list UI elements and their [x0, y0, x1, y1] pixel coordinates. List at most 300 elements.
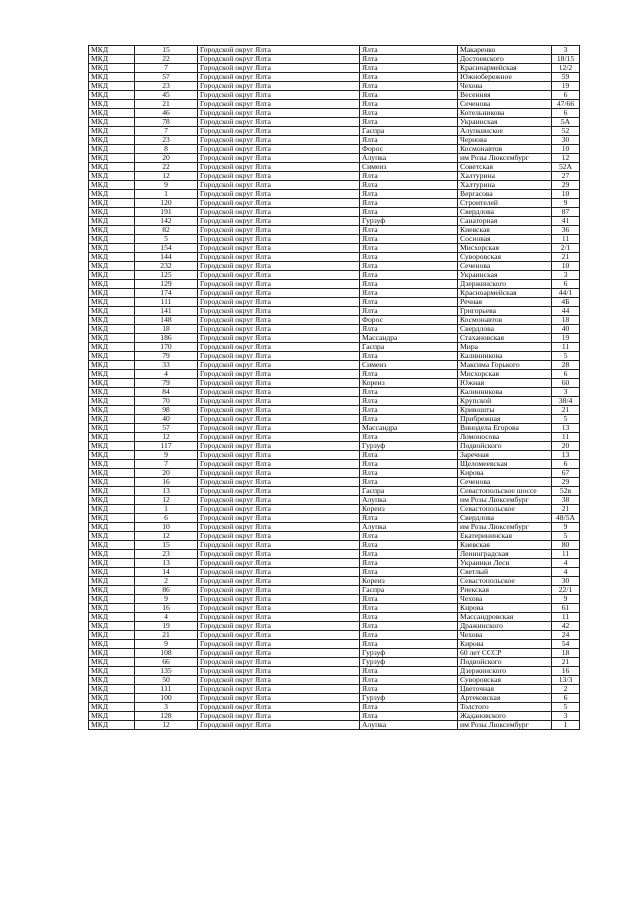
street-cell: Кирова	[458, 604, 552, 613]
house-number-cell: 22/1	[552, 586, 580, 595]
locality-cell: Ялта	[360, 55, 458, 64]
locality-cell: Ялта	[360, 433, 458, 442]
table-row	[89, 199, 580, 208]
district-cell: Городской округ Ялта	[198, 280, 360, 289]
street-cell: Сеченова	[458, 262, 552, 271]
locality-cell: Ялта	[360, 289, 458, 298]
locality-cell: Ялта	[360, 451, 458, 460]
locality-cell: Ялта	[360, 568, 458, 577]
locality-cell: Ялта	[360, 703, 458, 712]
number-cell: 98	[135, 406, 198, 415]
district-cell: Городской округ Ялта	[198, 550, 360, 559]
locality-cell: Ялта	[360, 388, 458, 397]
street-cell: Заречная	[458, 451, 552, 460]
table-row	[89, 163, 580, 172]
house-number-cell: 48/5А	[552, 514, 580, 523]
street-cell: Украинская	[458, 271, 552, 280]
building-type-cell: МКД	[89, 541, 135, 550]
district-cell: Городской округ Ялта	[198, 640, 360, 649]
district-cell: Городской округ Ялта	[198, 496, 360, 505]
district-cell: Городской округ Ялта	[198, 505, 360, 514]
house-number-cell: 3	[552, 712, 580, 721]
house-number-cell: 21	[552, 253, 580, 262]
street-cell: Свердлова	[458, 514, 552, 523]
locality-cell: Ялта	[360, 370, 458, 379]
street-cell: Красноармейская	[458, 64, 552, 73]
street-cell: Светлый	[458, 568, 552, 577]
house-number-cell: 30	[552, 136, 580, 145]
street-cell: Максима Горького	[458, 361, 552, 370]
table-row	[89, 514, 580, 523]
building-type-cell: МКД	[89, 712, 135, 721]
table-row	[89, 505, 580, 514]
locality-cell: Ялта	[360, 541, 458, 550]
locality-cell: Алупка	[360, 154, 458, 163]
table-row	[89, 82, 580, 91]
number-cell: 9	[135, 451, 198, 460]
street-cell: Калинникова	[458, 352, 552, 361]
locality-cell: Гурзуф	[360, 442, 458, 451]
street-cell: Артековская	[458, 694, 552, 703]
table-row	[89, 451, 580, 460]
street-cell: Ленинградская	[458, 550, 552, 559]
street-cell: 60 лет СССР	[458, 649, 552, 658]
number-cell: 46	[135, 109, 198, 118]
number-cell: 144	[135, 253, 198, 262]
district-cell: Городской округ Ялта	[198, 190, 360, 199]
number-cell: 86	[135, 586, 198, 595]
locality-cell: Ялта	[360, 514, 458, 523]
locality-cell: Ялта	[360, 109, 458, 118]
locality-cell: Гаспра	[360, 343, 458, 352]
table-row	[89, 559, 580, 568]
table-row	[89, 676, 580, 685]
number-cell: 10	[135, 523, 198, 532]
street-cell: Санаторная	[458, 217, 552, 226]
number-cell: 142	[135, 217, 198, 226]
building-type-cell: МКД	[89, 334, 135, 343]
street-cell: Суворовская	[458, 253, 552, 262]
house-number-cell: 6	[552, 109, 580, 118]
district-cell: Городской округ Ялта	[198, 136, 360, 145]
district-cell: Городской округ Ялта	[198, 91, 360, 100]
housing-table	[88, 45, 580, 730]
district-cell: Городской округ Ялта	[198, 721, 360, 730]
district-cell: Городской округ Ялта	[198, 388, 360, 397]
district-cell: Городской округ Ялта	[198, 586, 360, 595]
locality-cell: Ялта	[360, 244, 458, 253]
building-type-cell: МКД	[89, 550, 135, 559]
house-number-cell: 29	[552, 181, 580, 190]
number-cell: 15	[135, 46, 198, 55]
table-row	[89, 361, 580, 370]
district-cell: Городской округ Ялта	[198, 559, 360, 568]
number-cell: 100	[135, 694, 198, 703]
house-number-cell: 41	[552, 217, 580, 226]
locality-cell: Ялта	[360, 352, 458, 361]
table-row	[89, 685, 580, 694]
table-row	[89, 64, 580, 73]
table-row	[89, 550, 580, 559]
number-cell: 18	[135, 325, 198, 334]
district-cell: Городской округ Ялта	[198, 478, 360, 487]
locality-cell: Ялта	[360, 82, 458, 91]
district-cell: Городской округ Ялта	[198, 532, 360, 541]
table-row	[89, 316, 580, 325]
building-type-cell: МКД	[89, 190, 135, 199]
number-cell: 5	[135, 235, 198, 244]
district-cell: Городской округ Ялта	[198, 514, 360, 523]
building-type-cell: МКД	[89, 523, 135, 532]
building-type-cell: МКД	[89, 262, 135, 271]
district-cell: Городской округ Ялта	[198, 460, 360, 469]
locality-cell: Ялта	[360, 685, 458, 694]
number-cell: 70	[135, 397, 198, 406]
street-cell: Чехова	[458, 82, 552, 91]
building-type-cell: МКД	[89, 127, 135, 136]
house-number-cell: 6	[552, 694, 580, 703]
building-type-cell: МКД	[89, 217, 135, 226]
house-number-cell: 9	[552, 199, 580, 208]
table-row	[89, 667, 580, 676]
building-type-cell: МКД	[89, 388, 135, 397]
district-cell: Городской округ Ялта	[198, 541, 360, 550]
street-cell: Массандровская	[458, 613, 552, 622]
table-row	[89, 55, 580, 64]
district-cell: Городской округ Ялта	[198, 523, 360, 532]
street-cell: Подвойского	[458, 442, 552, 451]
table-row	[89, 532, 580, 541]
district-cell: Городской округ Ялта	[198, 406, 360, 415]
building-type-cell: МКД	[89, 100, 135, 109]
number-cell: 57	[135, 424, 198, 433]
house-number-cell: 60	[552, 379, 580, 388]
number-cell: 16	[135, 478, 198, 487]
building-type-cell: МКД	[89, 163, 135, 172]
district-cell: Городской округ Ялта	[198, 397, 360, 406]
street-cell: Алупкинское	[458, 127, 552, 136]
building-type-cell: МКД	[89, 91, 135, 100]
locality-cell: Ялта	[360, 46, 458, 55]
street-cell: Ломоносова	[458, 433, 552, 442]
number-cell: 40	[135, 415, 198, 424]
number-cell: 14	[135, 568, 198, 577]
locality-cell: Ялта	[360, 136, 458, 145]
house-number-cell: 11	[552, 235, 580, 244]
street-cell: Подвойского	[458, 658, 552, 667]
street-cell: Украинки Леси	[458, 559, 552, 568]
district-cell: Городской округ Ялта	[198, 271, 360, 280]
street-cell: Свердлова	[458, 325, 552, 334]
house-number-cell: 10	[552, 262, 580, 271]
district-cell: Городской округ Ялта	[198, 487, 360, 496]
building-type-cell: МКД	[89, 298, 135, 307]
building-type-cell: МКД	[89, 397, 135, 406]
building-type-cell: МКД	[89, 568, 135, 577]
building-type-cell: МКД	[89, 199, 135, 208]
street-cell: Стахановская	[458, 334, 552, 343]
number-cell: 19	[135, 622, 198, 631]
locality-cell: Гаспра	[360, 127, 458, 136]
district-cell: Городской округ Ялта	[198, 217, 360, 226]
number-cell: 23	[135, 136, 198, 145]
table-row	[89, 487, 580, 496]
street-cell: Чехова	[458, 631, 552, 640]
house-number-cell: 5	[552, 415, 580, 424]
street-cell: Халтурина	[458, 172, 552, 181]
district-cell: Городской округ Ялта	[198, 658, 360, 667]
locality-cell: Массандра	[360, 334, 458, 343]
building-type-cell: МКД	[89, 271, 135, 280]
table-row	[89, 271, 580, 280]
house-number-cell: 36	[552, 226, 580, 235]
building-type-cell: МКД	[89, 379, 135, 388]
table-row	[89, 469, 580, 478]
locality-cell: Ялта	[360, 253, 458, 262]
table-row	[89, 406, 580, 415]
number-cell: 111	[135, 685, 198, 694]
house-number-cell: 9	[552, 523, 580, 532]
building-type-cell: МКД	[89, 172, 135, 181]
locality-cell: Ялта	[360, 307, 458, 316]
district-cell: Городской округ Ялта	[198, 649, 360, 658]
district-cell: Городской округ Ялта	[198, 361, 360, 370]
building-type-cell: МКД	[89, 595, 135, 604]
locality-cell: Ялта	[360, 397, 458, 406]
table-row	[89, 388, 580, 397]
number-cell: 9	[135, 595, 198, 604]
street-cell: Толстого	[458, 703, 552, 712]
number-cell: 23	[135, 550, 198, 559]
street-cell: Украинская	[458, 118, 552, 127]
house-number-cell: 18	[552, 649, 580, 658]
building-type-cell: МКД	[89, 487, 135, 496]
street-cell: им Розы Люксембург	[458, 154, 552, 163]
district-cell: Городской округ Ялта	[198, 199, 360, 208]
table-row	[89, 127, 580, 136]
table-row	[89, 217, 580, 226]
building-type-cell: МКД	[89, 442, 135, 451]
locality-cell: Ялта	[360, 73, 458, 82]
street-cell: Киевская	[458, 541, 552, 550]
district-cell: Городской округ Ялта	[198, 145, 360, 154]
street-cell: Строителей	[458, 199, 552, 208]
street-cell: Суворовская	[458, 676, 552, 685]
number-cell: 15	[135, 541, 198, 550]
number-cell: 4	[135, 370, 198, 379]
housing-table-body	[89, 46, 580, 730]
building-type-cell: МКД	[89, 316, 135, 325]
house-number-cell: 18/15	[552, 55, 580, 64]
number-cell: 141	[135, 307, 198, 316]
street-cell: Свердлова	[458, 208, 552, 217]
street-cell: Котельникова	[458, 109, 552, 118]
locality-cell: Массандра	[360, 424, 458, 433]
table-row	[89, 649, 580, 658]
house-number-cell: 59	[552, 73, 580, 82]
table-row	[89, 208, 580, 217]
street-cell: им Розы Люксембург	[458, 721, 552, 730]
house-number-cell: 52	[552, 127, 580, 136]
street-cell: Дзержинского	[458, 667, 552, 676]
locality-cell: Ялта	[360, 532, 458, 541]
building-type-cell: МКД	[89, 361, 135, 370]
table-row	[89, 352, 580, 361]
locality-cell: Алупка	[360, 496, 458, 505]
house-number-cell: 6	[552, 91, 580, 100]
table-row	[89, 91, 580, 100]
building-type-cell: МКД	[89, 64, 135, 73]
street-cell: Цветочная	[458, 685, 552, 694]
street-cell: Чехова	[458, 595, 552, 604]
table-row	[89, 334, 580, 343]
street-cell: Крупской	[458, 397, 552, 406]
building-type-cell: МКД	[89, 577, 135, 586]
locality-cell: Ялта	[360, 235, 458, 244]
house-number-cell: 12/2	[552, 64, 580, 73]
number-cell: 22	[135, 55, 198, 64]
locality-cell: Форос	[360, 145, 458, 154]
house-number-cell: 11	[552, 343, 580, 352]
house-number-cell: 61	[552, 604, 580, 613]
number-cell: 22	[135, 163, 198, 172]
table-row	[89, 523, 580, 532]
locality-cell: Ялта	[360, 298, 458, 307]
house-number-cell: 16	[552, 667, 580, 676]
building-type-cell: МКД	[89, 55, 135, 64]
table-row	[89, 541, 580, 550]
number-cell: 129	[135, 280, 198, 289]
building-type-cell: МКД	[89, 46, 135, 55]
house-number-cell: 44/1	[552, 289, 580, 298]
district-cell: Городской округ Ялта	[198, 235, 360, 244]
street-cell: Григорьева	[458, 307, 552, 316]
locality-cell: Гаспра	[360, 487, 458, 496]
locality-cell: Симеиз	[360, 163, 458, 172]
house-number-cell: 38	[552, 496, 580, 505]
locality-cell: Гурзуф	[360, 217, 458, 226]
district-cell: Городской округ Ялта	[198, 208, 360, 217]
house-number-cell: 67	[552, 469, 580, 478]
table-row	[89, 658, 580, 667]
table-row	[89, 496, 580, 505]
number-cell: 9	[135, 640, 198, 649]
district-cell: Городской округ Ялта	[198, 631, 360, 640]
number-cell: 1	[135, 505, 198, 514]
house-number-cell: 80	[552, 541, 580, 550]
street-cell: Кирова	[458, 469, 552, 478]
table-row	[89, 262, 580, 271]
building-type-cell: МКД	[89, 136, 135, 145]
table-row	[89, 307, 580, 316]
building-type-cell: МКД	[89, 649, 135, 658]
building-type-cell: МКД	[89, 514, 135, 523]
table-row	[89, 172, 580, 181]
table-row	[89, 280, 580, 289]
building-type-cell: МКД	[89, 415, 135, 424]
street-cell: Вергасова	[458, 190, 552, 199]
table-row	[89, 613, 580, 622]
street-cell: Сосновая	[458, 235, 552, 244]
number-cell: 45	[135, 91, 198, 100]
table-row	[89, 325, 580, 334]
locality-cell: Гаспра	[360, 586, 458, 595]
table-row	[89, 379, 580, 388]
house-number-cell: 87	[552, 208, 580, 217]
building-type-cell: МКД	[89, 586, 135, 595]
table-row	[89, 109, 580, 118]
number-cell: 23	[135, 82, 198, 91]
number-cell: 13	[135, 487, 198, 496]
district-cell: Городской округ Ялта	[198, 244, 360, 253]
house-number-cell: 42	[552, 622, 580, 631]
building-type-cell: МКД	[89, 640, 135, 649]
street-cell: Весенняя	[458, 91, 552, 100]
street-cell: Щеломеевская	[458, 460, 552, 469]
locality-cell: Ялта	[360, 676, 458, 685]
number-cell: 111	[135, 298, 198, 307]
locality-cell: Кореиз	[360, 577, 458, 586]
number-cell: 7	[135, 64, 198, 73]
number-cell: 7	[135, 460, 198, 469]
street-cell: Екатерининская	[458, 532, 552, 541]
building-type-cell: МКД	[89, 424, 135, 433]
locality-cell: Гурзуф	[360, 649, 458, 658]
district-cell: Городской округ Ялта	[198, 379, 360, 388]
number-cell: 125	[135, 271, 198, 280]
street-cell: Сеченова	[458, 100, 552, 109]
street-cell: Достоевского	[458, 55, 552, 64]
locality-cell: Ялта	[360, 550, 458, 559]
district-cell: Городской округ Ялта	[198, 622, 360, 631]
house-number-cell: 38/4	[552, 397, 580, 406]
locality-cell: Ялта	[360, 199, 458, 208]
district-cell: Городской округ Ялта	[198, 451, 360, 460]
number-cell: 21	[135, 100, 198, 109]
locality-cell: Ялта	[360, 190, 458, 199]
number-cell: 9	[135, 181, 198, 190]
locality-cell: Ялта	[360, 460, 458, 469]
building-type-cell: МКД	[89, 604, 135, 613]
street-cell: Кирова	[458, 640, 552, 649]
district-cell: Городской округ Ялта	[198, 415, 360, 424]
table-row	[89, 415, 580, 424]
locality-cell: Ялта	[360, 64, 458, 73]
number-cell: 174	[135, 289, 198, 298]
number-cell: 78	[135, 118, 198, 127]
street-cell: Севастопольское	[458, 505, 552, 514]
district-cell: Городской округ Ялта	[198, 307, 360, 316]
table-row	[89, 586, 580, 595]
house-number-cell: 11	[552, 433, 580, 442]
house-number-cell: 30	[552, 577, 580, 586]
table-row	[89, 370, 580, 379]
building-type-cell: МКД	[89, 622, 135, 631]
number-cell: 50	[135, 676, 198, 685]
district-cell: Городской округ Ялта	[198, 55, 360, 64]
locality-cell: Форос	[360, 316, 458, 325]
locality-cell: Ялта	[360, 604, 458, 613]
number-cell: 12	[135, 721, 198, 730]
building-type-cell: МКД	[89, 244, 135, 253]
building-type-cell: МКД	[89, 82, 135, 91]
building-type-cell: МКД	[89, 721, 135, 730]
street-cell: им Розы Люксембург	[458, 496, 552, 505]
house-number-cell: 3	[552, 388, 580, 397]
table-row	[89, 640, 580, 649]
locality-cell: Ялта	[360, 172, 458, 181]
table-row	[89, 595, 580, 604]
